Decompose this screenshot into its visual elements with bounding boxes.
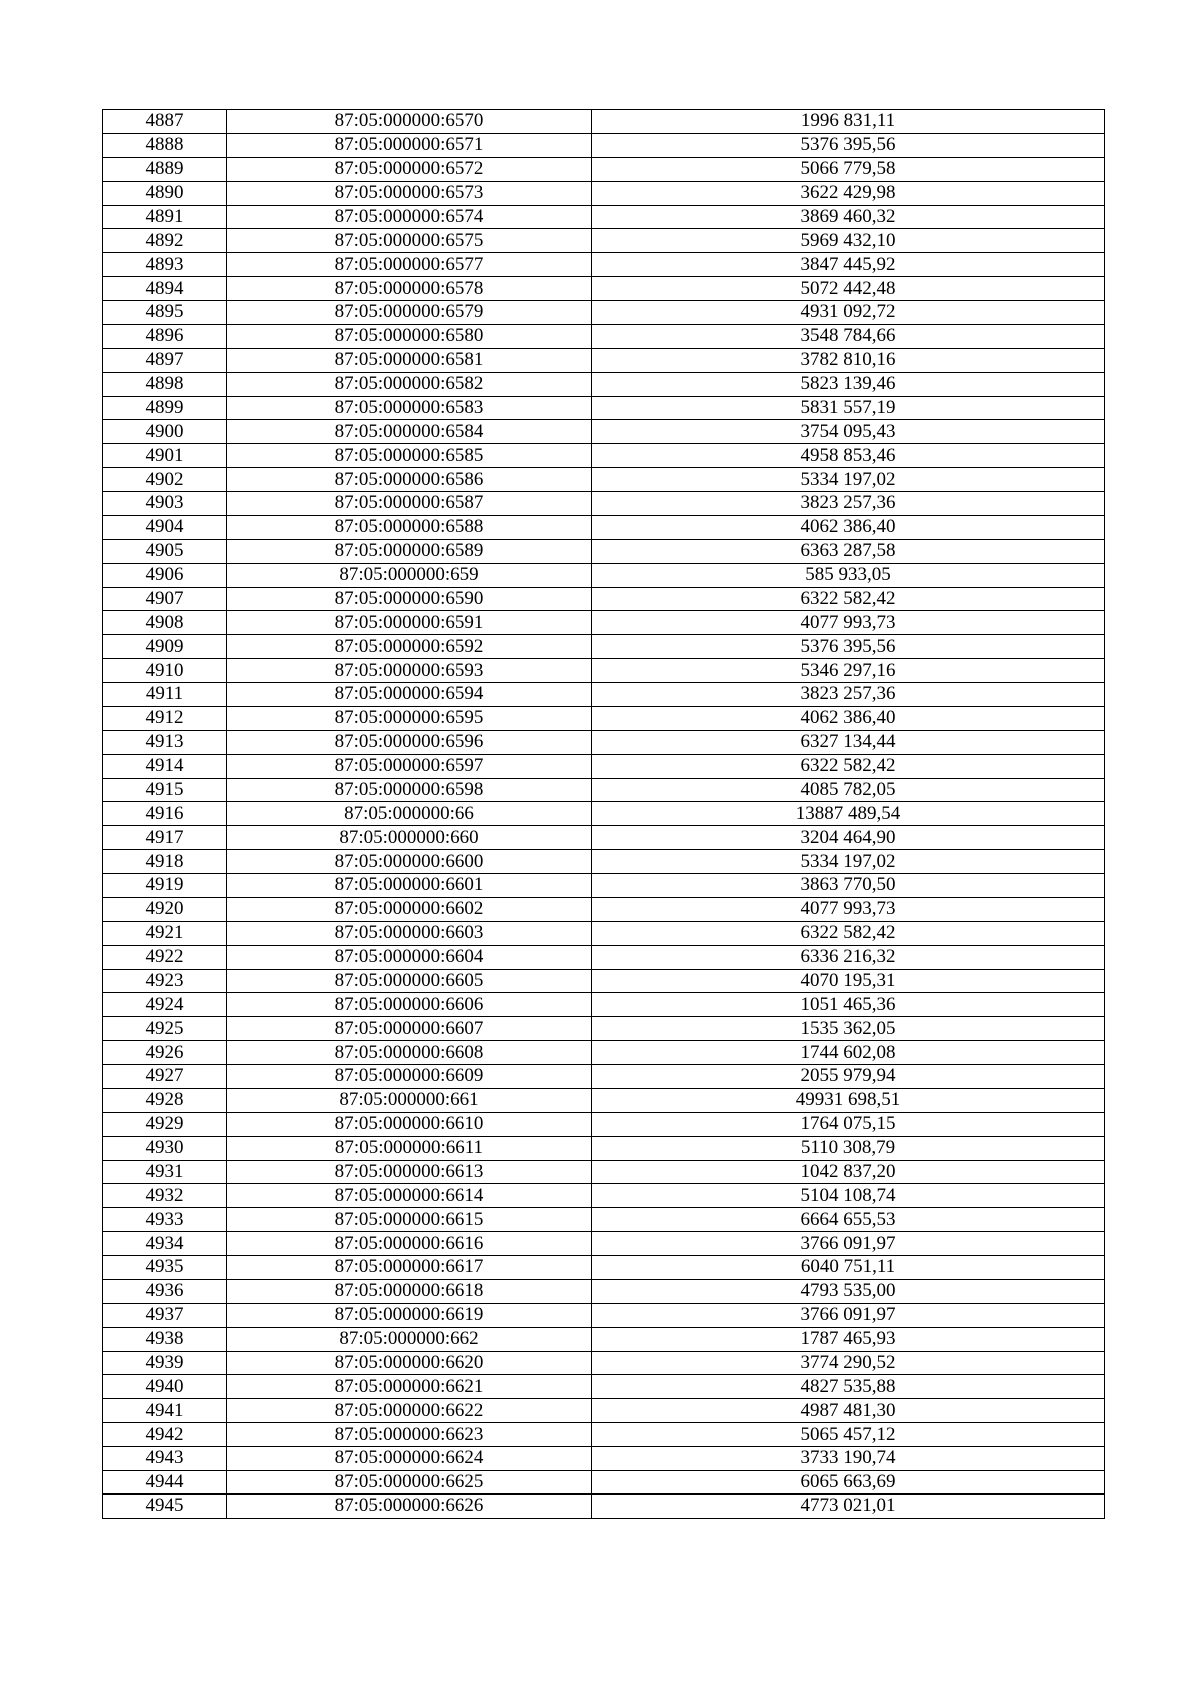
cadastral-value-cell: 3548 784,66 bbox=[592, 324, 1105, 348]
row-number-cell: 4935 bbox=[103, 1256, 227, 1280]
row-number-cell: 4893 bbox=[103, 253, 227, 277]
table-row bbox=[103, 1041, 1105, 1065]
cadastral-number-cell: 87:05:000000:6622 bbox=[227, 1399, 592, 1423]
table-row bbox=[103, 1232, 1105, 1256]
cadastral-number-cell: 87:05:000000:6614 bbox=[227, 1184, 592, 1208]
cadastral-number-cell: 87:05:000000:6590 bbox=[227, 587, 592, 611]
table-row bbox=[103, 993, 1105, 1017]
cadastral-number-cell: 87:05:000000:6623 bbox=[227, 1423, 592, 1447]
cadastral-number-cell: 87:05:000000:6592 bbox=[227, 635, 592, 659]
row-number-cell: 4891 bbox=[103, 205, 227, 229]
table-row bbox=[103, 1494, 1105, 1518]
table-row bbox=[103, 110, 1105, 134]
cadastral-value-cell: 5823 139,46 bbox=[592, 372, 1105, 396]
row-number-cell: 4919 bbox=[103, 874, 227, 898]
cadastral-value-cell: 5376 395,56 bbox=[592, 635, 1105, 659]
row-number-cell: 4888 bbox=[103, 133, 227, 157]
cadastral-value-cell: 2055 979,94 bbox=[592, 1065, 1105, 1089]
cadastral-value-cell: 3869 460,32 bbox=[592, 205, 1105, 229]
table-row bbox=[103, 1423, 1105, 1447]
table-row bbox=[103, 1160, 1105, 1184]
row-number-cell: 4896 bbox=[103, 324, 227, 348]
cadastral-value-cell: 4085 782,05 bbox=[592, 778, 1105, 802]
row-number-cell: 4916 bbox=[103, 802, 227, 826]
row-number-cell: 4913 bbox=[103, 730, 227, 754]
table-row bbox=[103, 1375, 1105, 1399]
table-row bbox=[103, 420, 1105, 444]
row-number-cell: 4902 bbox=[103, 468, 227, 492]
cadastral-value-cell: 3782 810,16 bbox=[592, 348, 1105, 372]
row-number-cell: 4917 bbox=[103, 826, 227, 850]
cadastral-value-cell: 6065 663,69 bbox=[592, 1470, 1105, 1494]
table-row bbox=[103, 897, 1105, 921]
cadastral-number-cell: 87:05:000000:6598 bbox=[227, 778, 592, 802]
table-row bbox=[103, 635, 1105, 659]
cadastral-value-cell: 1042 837,20 bbox=[592, 1160, 1105, 1184]
table-row bbox=[103, 157, 1105, 181]
cadastral-number-cell: 87:05:000000:6602 bbox=[227, 897, 592, 921]
cadastral-number-cell: 87:05:000000:6589 bbox=[227, 539, 592, 563]
table-row bbox=[103, 277, 1105, 301]
cadastral-value-cell: 5104 108,74 bbox=[592, 1184, 1105, 1208]
cadastral-number-cell: 87:05:000000:6621 bbox=[227, 1375, 592, 1399]
row-number-cell: 4924 bbox=[103, 993, 227, 1017]
table-row bbox=[103, 1470, 1105, 1494]
table-row bbox=[103, 253, 1105, 277]
row-number-cell: 4934 bbox=[103, 1232, 227, 1256]
row-number-cell: 4918 bbox=[103, 850, 227, 874]
cadastral-number-cell: 87:05:000000:6620 bbox=[227, 1351, 592, 1375]
cadastral-value-cell: 5969 432,10 bbox=[592, 229, 1105, 253]
row-number-cell: 4898 bbox=[103, 372, 227, 396]
cadastral-number-cell: 87:05:000000:6616 bbox=[227, 1232, 592, 1256]
cadastral-number-cell: 87:05:000000:6593 bbox=[227, 659, 592, 683]
table-row bbox=[103, 754, 1105, 778]
cadastral-value-cell: 5831 557,19 bbox=[592, 396, 1105, 420]
row-number-cell: 4926 bbox=[103, 1041, 227, 1065]
table-row bbox=[103, 205, 1105, 229]
cadastral-number-cell: 87:05:000000:659 bbox=[227, 563, 592, 587]
cadastral-value-cell: 5376 395,56 bbox=[592, 133, 1105, 157]
table-row bbox=[103, 683, 1105, 707]
table-row bbox=[103, 515, 1105, 539]
cadastral-number-cell: 87:05:000000:6573 bbox=[227, 181, 592, 205]
cadastral-number-cell: 87:05:000000:6583 bbox=[227, 396, 592, 420]
cadastral-value-cell: 6322 582,42 bbox=[592, 587, 1105, 611]
cadastral-value-cell: 4077 993,73 bbox=[592, 897, 1105, 921]
table-row bbox=[103, 611, 1105, 635]
table-row bbox=[103, 492, 1105, 516]
cadastral-value-cell: 6322 582,42 bbox=[592, 921, 1105, 945]
cadastral-value-cell: 6336 216,32 bbox=[592, 945, 1105, 969]
cadastral-number-cell: 87:05:000000:6572 bbox=[227, 157, 592, 181]
cadastral-value-cell: 3622 429,98 bbox=[592, 181, 1105, 205]
row-number-cell: 4945 bbox=[103, 1494, 227, 1518]
row-number-cell: 4894 bbox=[103, 277, 227, 301]
table-row bbox=[103, 1065, 1105, 1089]
table-row bbox=[103, 1208, 1105, 1232]
cadastral-number-cell: 87:05:000000:6607 bbox=[227, 1017, 592, 1041]
cadastral-value-cell: 5110 308,79 bbox=[592, 1136, 1105, 1160]
row-number-cell: 4929 bbox=[103, 1112, 227, 1136]
cadastral-value-cell: 1051 465,36 bbox=[592, 993, 1105, 1017]
cadastral-number-cell: 87:05:000000:6579 bbox=[227, 301, 592, 325]
row-number-cell: 4910 bbox=[103, 659, 227, 683]
row-number-cell: 4900 bbox=[103, 420, 227, 444]
cadastral-number-cell: 87:05:000000:6585 bbox=[227, 444, 592, 468]
row-number-cell: 4907 bbox=[103, 587, 227, 611]
row-number-cell: 4897 bbox=[103, 348, 227, 372]
cadastral-value-cell: 5066 779,58 bbox=[592, 157, 1105, 181]
table-row bbox=[103, 372, 1105, 396]
cadastral-value-cell: 3823 257,36 bbox=[592, 492, 1105, 516]
cadastral-value-cell: 3823 257,36 bbox=[592, 683, 1105, 707]
cadastral-number-cell: 87:05:000000:66 bbox=[227, 802, 592, 826]
table-row bbox=[103, 945, 1105, 969]
cadastral-value-cell: 6322 582,42 bbox=[592, 754, 1105, 778]
cadastral-number-cell: 87:05:000000:6604 bbox=[227, 945, 592, 969]
row-number-cell: 4931 bbox=[103, 1160, 227, 1184]
table-row bbox=[103, 1279, 1105, 1303]
table-row bbox=[103, 396, 1105, 420]
row-number-cell: 4895 bbox=[103, 301, 227, 325]
row-number-cell: 4936 bbox=[103, 1279, 227, 1303]
cadastral-number-cell: 87:05:000000:6586 bbox=[227, 468, 592, 492]
cadastral-number-cell: 87:05:000000:6619 bbox=[227, 1303, 592, 1327]
row-number-cell: 4887 bbox=[103, 110, 227, 134]
row-number-cell: 4943 bbox=[103, 1447, 227, 1471]
cadastral-number-cell: 87:05:000000:6608 bbox=[227, 1041, 592, 1065]
table-row bbox=[103, 1088, 1105, 1112]
cadastral-number-cell: 87:05:000000:6610 bbox=[227, 1112, 592, 1136]
cadastral-value-cell: 1744 602,08 bbox=[592, 1041, 1105, 1065]
table-row bbox=[103, 730, 1105, 754]
cadastral-number-cell: 87:05:000000:6591 bbox=[227, 611, 592, 635]
cadastral-value-cell: 5072 442,48 bbox=[592, 277, 1105, 301]
row-number-cell: 4889 bbox=[103, 157, 227, 181]
row-number-cell: 4914 bbox=[103, 754, 227, 778]
cadastral-value-cell: 5346 297,16 bbox=[592, 659, 1105, 683]
cadastral-value-cell: 6664 655,53 bbox=[592, 1208, 1105, 1232]
table-row bbox=[103, 1136, 1105, 1160]
cadastral-value-cell: 3766 091,97 bbox=[592, 1303, 1105, 1327]
cadastral-value-cell: 4827 535,88 bbox=[592, 1375, 1105, 1399]
row-number-cell: 4932 bbox=[103, 1184, 227, 1208]
table-row bbox=[103, 229, 1105, 253]
cadastral-value-cell: 3733 190,74 bbox=[592, 1447, 1105, 1471]
cadastral-value-cell: 6040 751,11 bbox=[592, 1256, 1105, 1280]
cadastral-number-cell: 87:05:000000:660 bbox=[227, 826, 592, 850]
cadastral-value-cell: 4077 993,73 bbox=[592, 611, 1105, 635]
cadastral-value-cell: 1787 465,93 bbox=[592, 1327, 1105, 1351]
table-row bbox=[103, 969, 1105, 993]
table-row bbox=[103, 706, 1105, 730]
cadastral-value-cell: 4958 853,46 bbox=[592, 444, 1105, 468]
cadastral-value-cell: 1996 831,11 bbox=[592, 110, 1105, 134]
cadastral-value-cell: 49931 698,51 bbox=[592, 1088, 1105, 1112]
cadastral-value-cell: 3766 091,97 bbox=[592, 1232, 1105, 1256]
cadastral-number-cell: 87:05:000000:6595 bbox=[227, 706, 592, 730]
table-row bbox=[103, 1184, 1105, 1208]
cadastral-number-cell: 87:05:000000:6603 bbox=[227, 921, 592, 945]
table-row bbox=[103, 1256, 1105, 1280]
cadastral-number-cell: 87:05:000000:6597 bbox=[227, 754, 592, 778]
row-number-cell: 4892 bbox=[103, 229, 227, 253]
row-number-cell: 4939 bbox=[103, 1351, 227, 1375]
cadastral-value-cell: 4931 092,72 bbox=[592, 301, 1105, 325]
cadastral-number-cell: 87:05:000000:6601 bbox=[227, 874, 592, 898]
table-body bbox=[103, 110, 1105, 1519]
table-row bbox=[103, 563, 1105, 587]
cadastral-number-cell: 87:05:000000:6600 bbox=[227, 850, 592, 874]
row-number-cell: 4905 bbox=[103, 539, 227, 563]
cadastral-number-cell: 87:05:000000:6574 bbox=[227, 205, 592, 229]
cadastral-number-cell: 87:05:000000:6609 bbox=[227, 1065, 592, 1089]
cadastral-number-cell: 87:05:000000:6588 bbox=[227, 515, 592, 539]
table-row bbox=[103, 587, 1105, 611]
table-row bbox=[103, 301, 1105, 325]
row-number-cell: 4901 bbox=[103, 444, 227, 468]
cadastral-value-cell: 6327 134,44 bbox=[592, 730, 1105, 754]
cadastral-number-cell: 87:05:000000:6617 bbox=[227, 1256, 592, 1280]
cadastral-number-cell: 87:05:000000:661 bbox=[227, 1088, 592, 1112]
cadastral-number-cell: 87:05:000000:6596 bbox=[227, 730, 592, 754]
row-number-cell: 4908 bbox=[103, 611, 227, 635]
cadastral-number-cell: 87:05:000000:6578 bbox=[227, 277, 592, 301]
table-row bbox=[103, 1017, 1105, 1041]
row-number-cell: 4920 bbox=[103, 897, 227, 921]
table-row bbox=[103, 1447, 1105, 1471]
row-number-cell: 4927 bbox=[103, 1065, 227, 1089]
row-number-cell: 4940 bbox=[103, 1375, 227, 1399]
table-row bbox=[103, 1399, 1105, 1423]
cadastral-number-cell: 87:05:000000:6611 bbox=[227, 1136, 592, 1160]
cadastral-number-cell: 87:05:000000:6577 bbox=[227, 253, 592, 277]
table-row bbox=[103, 850, 1105, 874]
row-number-cell: 4915 bbox=[103, 778, 227, 802]
cadastral-value-cell: 4773 021,01 bbox=[592, 1494, 1105, 1518]
table-row bbox=[103, 444, 1105, 468]
cadastral-number-cell: 87:05:000000:6618 bbox=[227, 1279, 592, 1303]
cadastral-value-cell: 5334 197,02 bbox=[592, 468, 1105, 492]
cadastral-number-cell: 87:05:000000:6606 bbox=[227, 993, 592, 1017]
cadastral-number-cell: 87:05:000000:6624 bbox=[227, 1447, 592, 1471]
row-number-cell: 4942 bbox=[103, 1423, 227, 1447]
cadastral-number-cell: 87:05:000000:6615 bbox=[227, 1208, 592, 1232]
cadastral-number-cell: 87:05:000000:6575 bbox=[227, 229, 592, 253]
table-row bbox=[103, 921, 1105, 945]
row-number-cell: 4911 bbox=[103, 683, 227, 707]
cadastral-value-cell: 4070 195,31 bbox=[592, 969, 1105, 993]
cadastral-value-cell: 4062 386,40 bbox=[592, 515, 1105, 539]
cadastral-number-cell: 87:05:000000:6571 bbox=[227, 133, 592, 157]
table-row bbox=[103, 1112, 1105, 1136]
row-number-cell: 4904 bbox=[103, 515, 227, 539]
table-row bbox=[103, 181, 1105, 205]
cadastral-value-cell: 13887 489,54 bbox=[592, 802, 1105, 826]
row-number-cell: 4906 bbox=[103, 563, 227, 587]
cadastral-value-cell: 4062 386,40 bbox=[592, 706, 1105, 730]
cadastral-number-cell: 87:05:000000:6613 bbox=[227, 1160, 592, 1184]
table-row bbox=[103, 802, 1105, 826]
row-number-cell: 4930 bbox=[103, 1136, 227, 1160]
table-row bbox=[103, 324, 1105, 348]
row-number-cell: 4890 bbox=[103, 181, 227, 205]
table-row bbox=[103, 1327, 1105, 1351]
cadastral-value-cell: 4793 535,00 bbox=[592, 1279, 1105, 1303]
cadastral-number-cell: 87:05:000000:6580 bbox=[227, 324, 592, 348]
cadastral-value-cell: 4987 481,30 bbox=[592, 1399, 1105, 1423]
cadastral-value-cell: 3847 445,92 bbox=[592, 253, 1105, 277]
row-number-cell: 4928 bbox=[103, 1088, 227, 1112]
row-number-cell: 4922 bbox=[103, 945, 227, 969]
cadastral-value-cell: 3204 464,90 bbox=[592, 826, 1105, 850]
table-row bbox=[103, 659, 1105, 683]
cadastral-value-cell: 5334 197,02 bbox=[592, 850, 1105, 874]
row-number-cell: 4938 bbox=[103, 1327, 227, 1351]
cadastral-number-cell: 87:05:000000:6581 bbox=[227, 348, 592, 372]
row-number-cell: 4925 bbox=[103, 1017, 227, 1041]
cadastral-value-table bbox=[102, 109, 1105, 1519]
cadastral-value-cell: 1535 362,05 bbox=[592, 1017, 1105, 1041]
row-number-cell: 4944 bbox=[103, 1470, 227, 1494]
row-number-cell: 4941 bbox=[103, 1399, 227, 1423]
cadastral-number-cell: 87:05:000000:6582 bbox=[227, 372, 592, 396]
cadastral-number-cell: 87:05:000000:6594 bbox=[227, 683, 592, 707]
cadastral-value-cell: 585 933,05 bbox=[592, 563, 1105, 587]
table-row bbox=[103, 874, 1105, 898]
cadastral-number-cell: 87:05:000000:6605 bbox=[227, 969, 592, 993]
table-row bbox=[103, 1351, 1105, 1375]
cadastral-number-cell: 87:05:000000:6625 bbox=[227, 1470, 592, 1494]
row-number-cell: 4903 bbox=[103, 492, 227, 516]
cadastral-value-cell: 5065 457,12 bbox=[592, 1423, 1105, 1447]
cadastral-value-cell: 6363 287,58 bbox=[592, 539, 1105, 563]
table-row bbox=[103, 468, 1105, 492]
cadastral-value-cell: 3863 770,50 bbox=[592, 874, 1105, 898]
table-row bbox=[103, 133, 1105, 157]
row-number-cell: 4923 bbox=[103, 969, 227, 993]
cadastral-number-cell: 87:05:000000:6626 bbox=[227, 1494, 592, 1518]
row-number-cell: 4912 bbox=[103, 706, 227, 730]
row-number-cell: 4921 bbox=[103, 921, 227, 945]
cadastral-value-cell: 3754 095,43 bbox=[592, 420, 1105, 444]
table-row bbox=[103, 826, 1105, 850]
table-row bbox=[103, 778, 1105, 802]
cadastral-number-cell: 87:05:000000:6584 bbox=[227, 420, 592, 444]
cadastral-number-cell: 87:05:000000:662 bbox=[227, 1327, 592, 1351]
row-number-cell: 4933 bbox=[103, 1208, 227, 1232]
cadastral-value-cell: 3774 290,52 bbox=[592, 1351, 1105, 1375]
cadastral-number-cell: 87:05:000000:6570 bbox=[227, 110, 592, 134]
cadastral-number-cell: 87:05:000000:6587 bbox=[227, 492, 592, 516]
row-number-cell: 4899 bbox=[103, 396, 227, 420]
row-number-cell: 4937 bbox=[103, 1303, 227, 1327]
table-row bbox=[103, 1303, 1105, 1327]
row-number-cell: 4909 bbox=[103, 635, 227, 659]
table-row bbox=[103, 539, 1105, 563]
cadastral-value-cell: 1764 075,15 bbox=[592, 1112, 1105, 1136]
table-row bbox=[103, 348, 1105, 372]
